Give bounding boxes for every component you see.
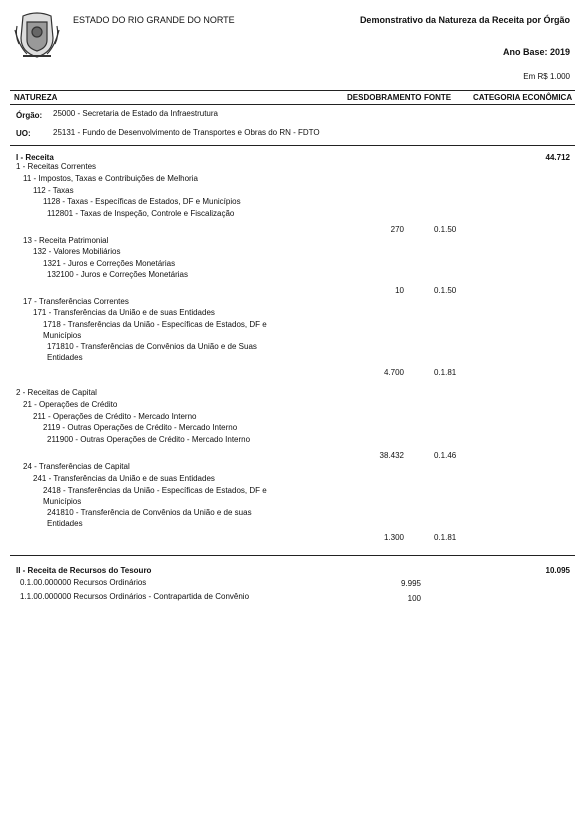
tree-line: 132100 - Juros e Correções Monetárias <box>47 270 188 279</box>
tree-line: 112801 - Taxas de Inspeção, Controle e Fiscalização <box>47 209 235 218</box>
tree-line: Entidades <box>47 353 83 362</box>
desdobramento-value: 38.432 <box>379 451 404 460</box>
section-total: 10.095 <box>545 566 570 575</box>
desdobramento-value: 270 <box>390 225 404 234</box>
tree-line: 171810 - Transferências de Convênios da União e de Suas <box>47 342 257 351</box>
state-name: ESTADO DO RIO GRANDE DO NORTE <box>73 15 235 25</box>
currency-unit: Em R$ 1.000 <box>523 72 570 81</box>
fonte-value: 0.1.46 <box>434 451 457 460</box>
col-categoria-economica: CATEGORIA ECONÔMICA <box>473 93 573 102</box>
section-rule <box>10 555 575 556</box>
orgao-label: Órgão: <box>16 111 43 120</box>
fonte-recurso-label: 0.1.00.000000 Recursos Ordinários <box>20 578 147 587</box>
state-coat-of-arms-logo <box>13 10 61 60</box>
col-fonte: FONTE <box>424 93 452 102</box>
tree-line: 1128 - Taxas - Específicas de Estados, DF e Municípios <box>43 197 241 206</box>
section-title: I - Receita <box>16 153 54 162</box>
tree-line: 24 - Transferências de Capital <box>23 462 130 471</box>
col-desdobramento: DESDOBRAMENTO <box>347 93 422 102</box>
tree-line: 241810 - Transferência de Convênios da União e de suas <box>47 508 252 517</box>
tree-line: 112 - Taxas <box>33 186 74 195</box>
tree-line: 211900 - Outras Operações de Crédito - Mercado Interno <box>47 435 251 444</box>
header-top-rule <box>10 90 575 91</box>
tree-line: 1 - Receitas Correntes <box>16 162 97 171</box>
tree-line: 132 - Valores Mobiliários <box>33 247 121 256</box>
desdobramento-value: 4.700 <box>383 368 404 377</box>
tree-line: 1321 - Juros e Correções Monetárias <box>43 259 176 268</box>
fonte-value: 0.1.81 <box>434 533 457 542</box>
tree-line: 171 - Transferências da União e de suas Entidades <box>33 308 215 317</box>
uo-value: 25131 - Fundo de Desenvolvimento de Transportes e Obras do RN - FDTO <box>53 128 320 137</box>
section-total: 44.712 <box>545 153 570 162</box>
uo-label: UO: <box>16 129 31 138</box>
col-natureza: NATUREZA <box>14 93 58 102</box>
tree-line: Municípios <box>43 331 82 340</box>
tree-line: 2418 - Transferências da União - Específicas de Estados, DF e <box>43 486 267 495</box>
tree-line: 17 - Transferências Correntes <box>23 297 129 306</box>
tree-line: 2 - Receitas de Capital <box>16 388 97 397</box>
tree-line: Entidades <box>47 519 83 528</box>
tree-line: 21 - Operações de Crédito <box>23 400 118 409</box>
section-title: II - Receita de Recursos do Tesouro <box>16 566 152 575</box>
report-title: Demonstrativo da Natureza da Receita por Órgão <box>359 15 570 25</box>
orgao-value: 25000 - Secretaria de Estado da Infraestrutura <box>53 109 218 118</box>
tree-line: 211 - Operações de Crédito - Mercado Interno <box>33 412 197 421</box>
tree-line: Municípios <box>43 497 82 506</box>
fonte-value: 0.1.50 <box>434 286 457 295</box>
fonte-value: 0.1.50 <box>434 225 457 234</box>
tree-line: 13 - Receita Patrimonial <box>23 236 109 245</box>
ano-base: Ano Base: 2019 <box>502 47 570 57</box>
fonte-recurso-value: 9.995 <box>400 579 421 588</box>
header-bottom-rule <box>10 104 575 105</box>
section-rule <box>10 145 575 146</box>
fonte-recurso-value: 100 <box>407 594 421 603</box>
tree-line: 2119 - Outras Operações de Crédito - Mercado Interno <box>43 423 238 432</box>
tree-line: 241 - Transferências da União e de suas Entidades <box>33 474 215 483</box>
tree-line: 11 - Impostos, Taxas e Contribuições de Melhoria <box>23 174 198 183</box>
desdobramento-value: 10 <box>395 286 404 295</box>
fonte-value: 0.1.81 <box>434 368 457 377</box>
desdobramento-value: 1.300 <box>383 533 404 542</box>
fonte-recurso-label: 1.1.00.000000 Recursos Ordinários - Contrapartida de Convênio <box>20 592 250 601</box>
tree-line: 1718 - Transferências da União - Específicas de Estados, DF e <box>43 320 267 329</box>
